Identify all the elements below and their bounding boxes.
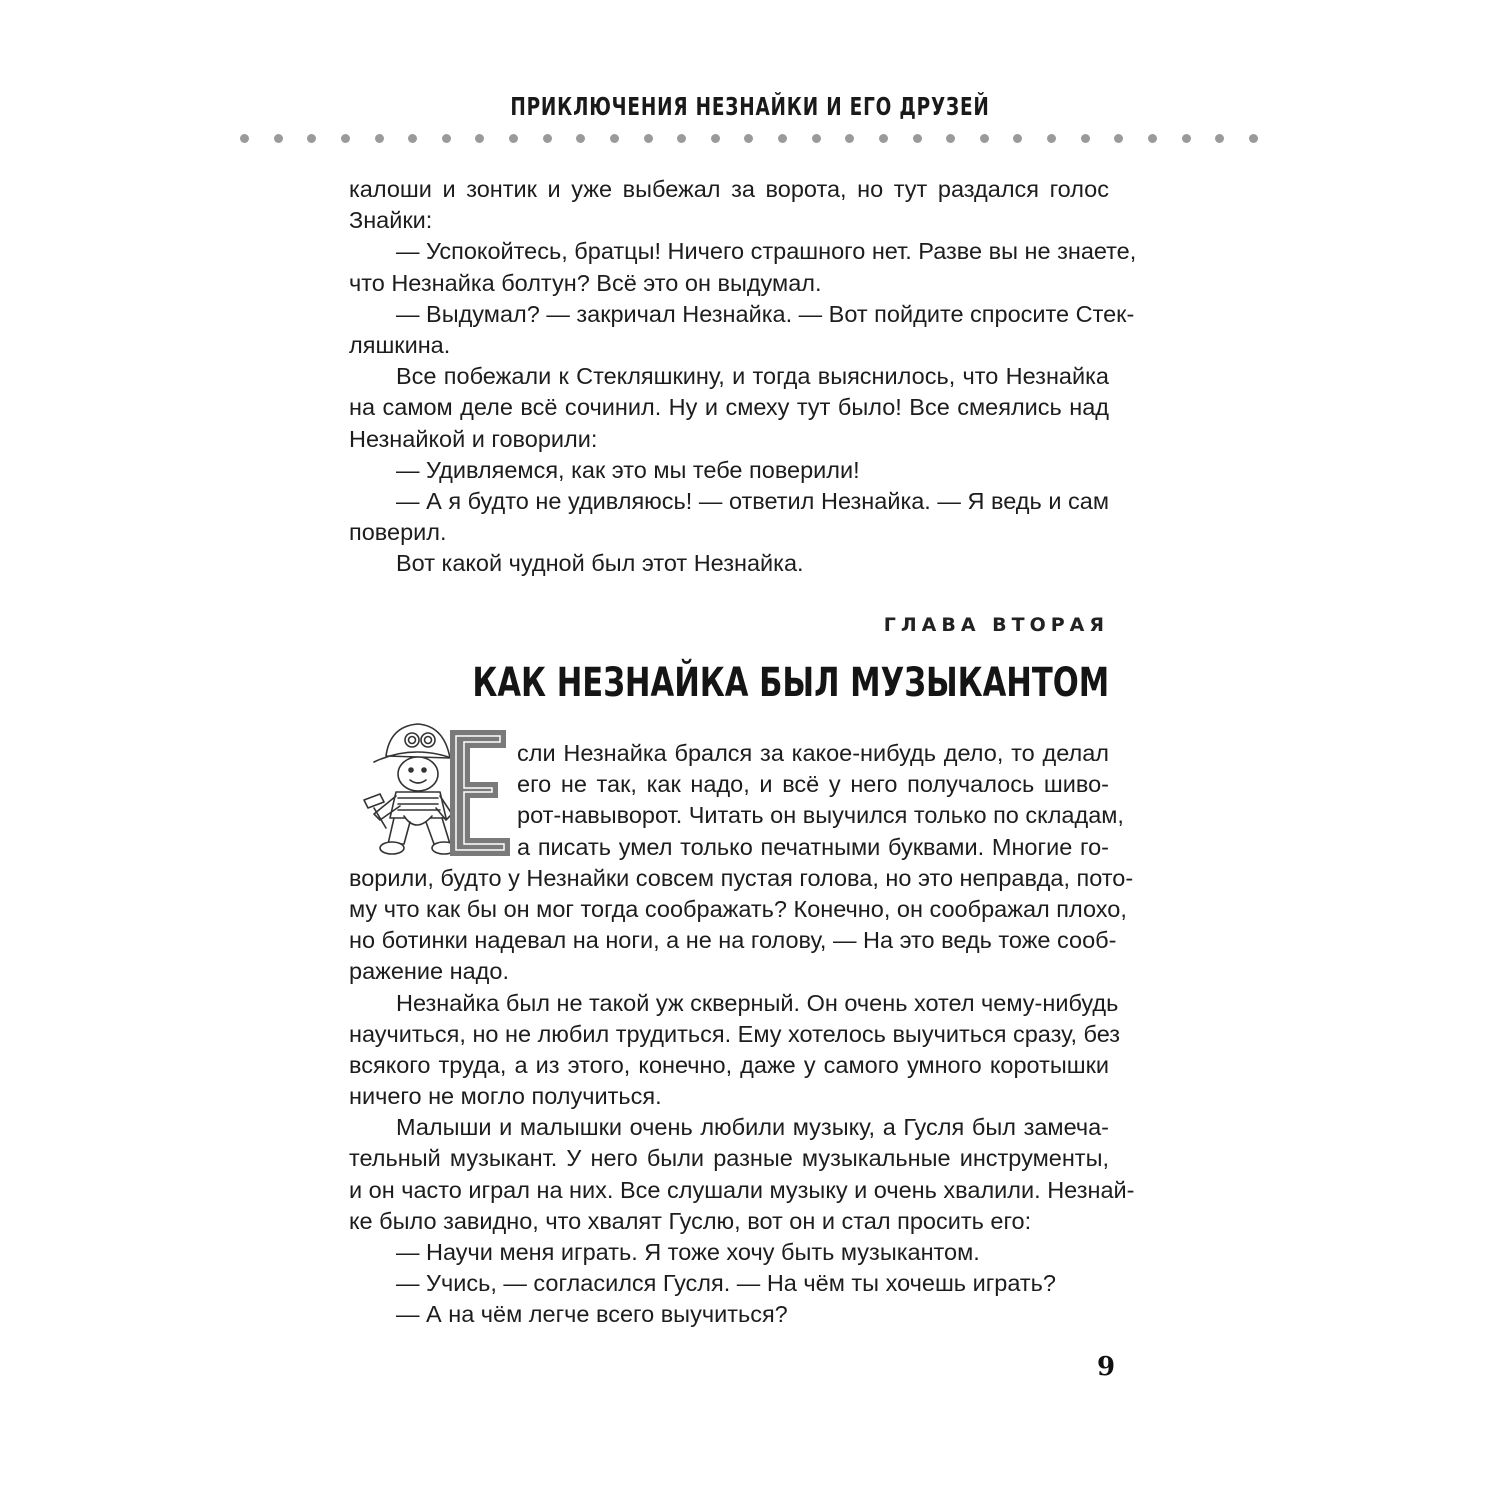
divider-dot [509,134,518,143]
text-line: но ботинки надевал на ноги, а не на голову, — На это ведь тоже сооб- [349,927,1117,954]
text-line: Знайки: [349,207,433,234]
divider-dot [576,134,585,143]
text-line: му что как бы он мог тогда соображать? Конечно, он соображал плохо, [349,895,1127,922]
divider-dot [341,134,350,143]
divider-dot [610,134,619,143]
page-number: 9 [1097,1352,1116,1382]
text-line: поверил. [349,519,447,546]
divider-dot [375,134,384,143]
divider-dot [845,134,854,143]
divider-dot [408,134,417,143]
divider-dot [778,134,787,143]
divider-dot [274,134,283,143]
divider-dot [543,134,552,143]
running-head-title: ПРИКЛЮЧЕНИЯ НЕЗНАЙКИ И ЕГО ДРУЗЕЙ [510,92,990,121]
text-line: — Научи меня играть. Я тоже хочу быть музыкантом. [396,1239,980,1266]
divider-dot [711,134,720,143]
text-line: рот-навыворот. Читать он выучился только по складам, [517,802,1124,829]
text-line: сли Незнайка брался за какое-нибудь дело, то делал [517,740,1109,766]
text-line: ляшкина. [349,331,451,358]
text-line: тельный музыкант. У него были разные музыкальные инструменты, [349,1145,1109,1172]
text-line: — Учись, — согласился Гусля. — На чём ты хочешь играть? [396,1270,1056,1297]
divider-dot [1215,134,1224,143]
text-line: Незнайка был не такой уж скверный. Он очень хотел чему-нибудь [396,989,1119,1016]
dropcap-paragraph-lines [517,738,1124,863]
divider-dot [240,134,249,143]
text-line: научиться, но не любил трудиться. Ему хотелось выучиться сразу, без [349,1020,1121,1047]
divider-dot [980,134,989,143]
divider-dot [1114,134,1123,143]
divider-dot [677,134,686,143]
divider-dot [946,134,955,143]
text-line: всякого труда, а из этого, конечно, даже у самого умного коротышки [349,1051,1109,1078]
divider-dot [1148,134,1157,143]
text-line: ражение надо. [349,958,509,985]
chapter-label: ГЛАВА ВТОРАЯ [883,614,1109,636]
text-line: ке было завидно, что хвалят Гуслю, вот он и стал просить его: [349,1207,1032,1234]
text-line: Незнайкой и говорили: [349,425,598,452]
divider-dot [1047,134,1056,143]
divider-dot [1249,134,1258,143]
text-line: Все побежали к Стекляшкину, и тогда выяснилось, что Незнайка [396,363,1109,390]
dropcap-letter-e [450,730,510,856]
text-line: и он часто играл на них. Все слушали музыку и очень хвалили. Незнай- [349,1176,1135,1203]
text-line: ворили, будто у Незнайки совсем пустая голова, но это неправда, пото- [349,864,1134,891]
text-line: калоши и зонтик и уже выбежал за ворота, но тут раздался голос [349,176,1109,202]
dropcap-illustration [346,718,514,860]
text-line: что Незнайка болтун? Всё это он выдумал. [349,269,822,296]
text-line: ничего не могло получиться. [349,1083,662,1110]
text-line: — Успокойтесь, братцы! Ничего страшного нет. Разве вы не знаете, [396,238,1137,265]
text-block-previous-chapter-end [349,174,1137,579]
text-block-chapter-two [349,863,1135,1331]
divider-dot [307,134,316,143]
divider-dot [1081,134,1090,143]
divider-dot [879,134,888,143]
divider-dot [1182,134,1191,143]
neznaika-illustration-icon [346,718,514,860]
divider-dot [475,134,484,143]
text-line: а писать умел только печатными буквами. Многие го- [517,833,1109,860]
divider-dot [812,134,821,143]
divider-dot [1013,134,1022,143]
text-line: его не так, как надо, и всё у него получалось шиво- [517,771,1109,798]
divider-dot [913,134,922,143]
text-line: на самом деле всё сочинил. Ну и смеху тут было! Все смеялись над [349,394,1109,421]
dotted-divider [240,134,1258,144]
text-line: — А я будто не удивляюсь! — ответил Незнайка. — Я ведь и сам [396,487,1109,514]
text-line: — Выдумал? — закричал Незнайка. — Вот пойдите спросите Стек- [396,300,1135,327]
text-line: — Удивляемся, как это мы тебе поверили! [396,456,860,483]
divider-dot [744,134,753,143]
text-line: Вот какой чудной был этот Незнайка. [396,550,804,577]
divider-dot [442,134,451,143]
divider-dot [644,134,653,143]
chapter-title: КАК НЕЗНАЙКА БЫЛ МУЗЫКАНТОМ [472,660,1109,706]
text-line: Малыши и малышки очень любили музыку, а Гусля был замеча- [396,1114,1109,1141]
text-line: — А на чём легче всего выучиться? [396,1301,788,1328]
